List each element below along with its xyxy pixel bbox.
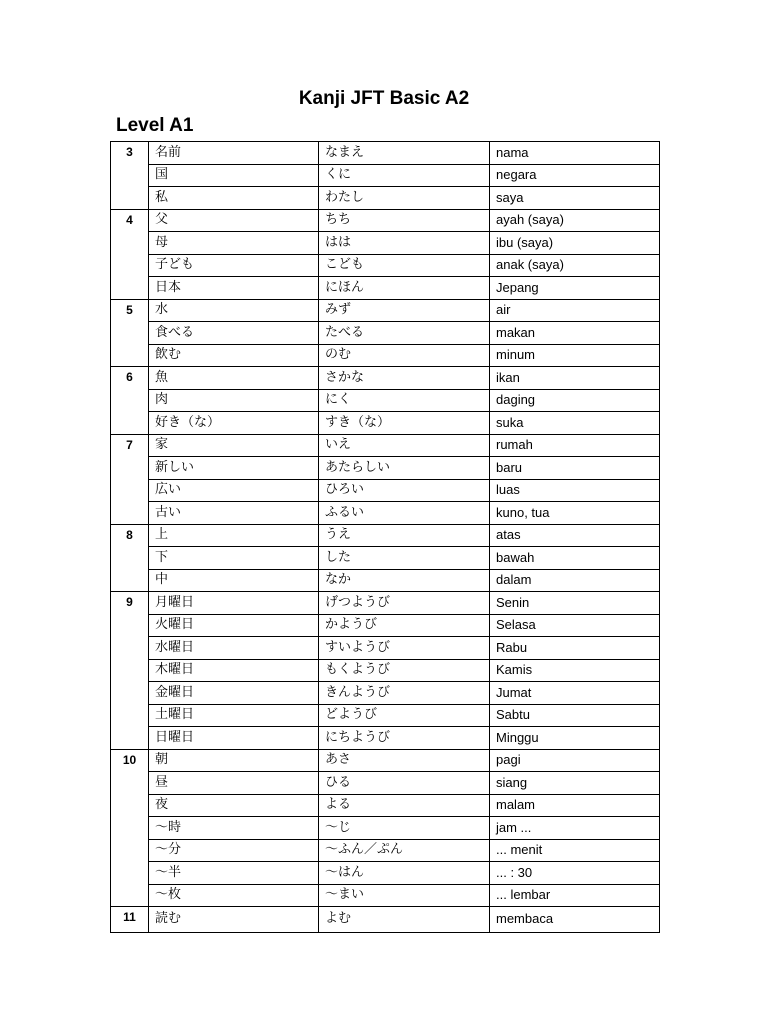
kana-cell: にく <box>319 389 490 412</box>
kana-cell: くに <box>319 164 490 187</box>
lesson-number: 8 <box>111 524 149 592</box>
meaning-cell: air <box>490 299 660 322</box>
table-row <box>111 862 660 885</box>
table-row <box>111 322 660 345</box>
vocabulary-table <box>110 141 660 933</box>
lesson-number: 11 <box>111 907 149 933</box>
table-row <box>111 479 660 502</box>
kana-cell: ～まい <box>319 884 490 907</box>
meaning-cell: Selasa <box>490 614 660 637</box>
lesson-number: 10 <box>111 749 149 907</box>
kana-cell: ちち <box>319 209 490 232</box>
meaning-cell: kuno, tua <box>490 502 660 525</box>
meaning-cell: anak (saya) <box>490 254 660 277</box>
table-row <box>111 907 660 933</box>
kanji-cell: 下 <box>149 547 319 570</box>
table-row <box>111 277 660 300</box>
kana-cell: げつようび <box>319 592 490 615</box>
kanji-cell: 私 <box>149 187 319 210</box>
meaning-cell: ... menit <box>490 839 660 862</box>
kana-cell: すいようび <box>319 637 490 660</box>
table-row <box>111 524 660 547</box>
lesson-number: 3 <box>111 142 149 210</box>
table-row <box>111 884 660 907</box>
kana-cell: ふるい <box>319 502 490 525</box>
meaning-cell: Kamis <box>490 659 660 682</box>
kana-cell: はは <box>319 232 490 255</box>
meaning-cell: Jepang <box>490 277 660 300</box>
kanji-cell: 家 <box>149 434 319 457</box>
kana-cell: ひろい <box>319 479 490 502</box>
kanji-cell: 読む <box>149 907 319 933</box>
kana-cell: どようび <box>319 704 490 727</box>
table-row <box>111 592 660 615</box>
kana-cell: にちようび <box>319 727 490 750</box>
table-row <box>111 817 660 840</box>
kana-cell: なか <box>319 569 490 592</box>
meaning-cell: ayah (saya) <box>490 209 660 232</box>
kana-cell: した <box>319 547 490 570</box>
kana-cell: よむ <box>319 907 490 933</box>
level-heading: Level A1 <box>116 115 194 136</box>
meaning-cell: suka <box>490 412 660 435</box>
meaning-cell: daging <box>490 389 660 412</box>
table-row <box>111 547 660 570</box>
meaning-cell: Senin <box>490 592 660 615</box>
kanji-cell: 水 <box>149 299 319 322</box>
kanji-cell: 火曜日 <box>149 614 319 637</box>
meaning-cell: atas <box>490 524 660 547</box>
kanji-cell: 新しい <box>149 457 319 480</box>
meaning-cell: ... lembar <box>490 884 660 907</box>
kana-cell: のむ <box>319 344 490 367</box>
kana-cell: なまえ <box>319 142 490 165</box>
table-row <box>111 232 660 255</box>
table-row <box>111 614 660 637</box>
meaning-cell: makan <box>490 322 660 345</box>
meaning-cell: negara <box>490 164 660 187</box>
kanji-cell: 古い <box>149 502 319 525</box>
kanji-cell: 月曜日 <box>149 592 319 615</box>
kana-cell: あたらしい <box>319 457 490 480</box>
vocabulary-table-body <box>111 142 660 933</box>
table-row <box>111 794 660 817</box>
kanji-cell: 中 <box>149 569 319 592</box>
lesson-number: 6 <box>111 367 149 435</box>
meaning-cell: Sabtu <box>490 704 660 727</box>
document-title: Kanji JFT Basic A2 <box>298 88 470 109</box>
meaning-cell: pagi <box>490 749 660 772</box>
lesson-number: 4 <box>111 209 149 299</box>
kana-cell: もくようび <box>319 659 490 682</box>
kana-cell: わたし <box>319 187 490 210</box>
table-row <box>111 502 660 525</box>
table-row <box>111 389 660 412</box>
table-row <box>111 637 660 660</box>
table-row <box>111 682 660 705</box>
kana-cell: いえ <box>319 434 490 457</box>
table-row <box>111 344 660 367</box>
kanji-cell: 名前 <box>149 142 319 165</box>
table-row <box>111 299 660 322</box>
kanji-cell: ～半 <box>149 862 319 885</box>
kanji-cell: 金曜日 <box>149 682 319 705</box>
meaning-cell: ibu (saya) <box>490 232 660 255</box>
kanji-cell: 木曜日 <box>149 659 319 682</box>
kana-cell: みず <box>319 299 490 322</box>
table-row <box>111 209 660 232</box>
kanji-cell: 水曜日 <box>149 637 319 660</box>
kana-cell: かようび <box>319 614 490 637</box>
kanji-cell: 食べる <box>149 322 319 345</box>
meaning-cell: Rabu <box>490 637 660 660</box>
kanji-cell: ～枚 <box>149 884 319 907</box>
table-row <box>111 704 660 727</box>
kana-cell: にほん <box>319 277 490 300</box>
kanji-cell: 日曜日 <box>149 727 319 750</box>
kana-cell: ひる <box>319 772 490 795</box>
meaning-cell: ikan <box>490 367 660 390</box>
kanji-cell: 子ども <box>149 254 319 277</box>
kanji-cell: 魚 <box>149 367 319 390</box>
kanji-cell: 昼 <box>149 772 319 795</box>
kanji-cell: 土曜日 <box>149 704 319 727</box>
kana-cell: よる <box>319 794 490 817</box>
meaning-cell: dalam <box>490 569 660 592</box>
kanji-cell: 肉 <box>149 389 319 412</box>
table-row <box>111 164 660 187</box>
kana-cell: たべる <box>319 322 490 345</box>
lesson-number: 7 <box>111 434 149 524</box>
kana-cell: ～はん <box>319 862 490 885</box>
meaning-cell: baru <box>490 457 660 480</box>
table-row <box>111 569 660 592</box>
kanji-cell: 日本 <box>149 277 319 300</box>
table-row <box>111 142 660 165</box>
table-row <box>111 772 660 795</box>
kanji-cell: 国 <box>149 164 319 187</box>
meaning-cell: luas <box>490 479 660 502</box>
kana-cell: あさ <box>319 749 490 772</box>
kanji-cell: 夜 <box>149 794 319 817</box>
table-row <box>111 434 660 457</box>
meaning-cell: jam ... <box>490 817 660 840</box>
table-row <box>111 187 660 210</box>
kana-cell: こども <box>319 254 490 277</box>
kanji-cell: 母 <box>149 232 319 255</box>
table-row <box>111 412 660 435</box>
kana-cell: うえ <box>319 524 490 547</box>
kana-cell: ～ふん／ぷん <box>319 839 490 862</box>
meaning-cell: saya <box>490 187 660 210</box>
lesson-number: 9 <box>111 592 149 750</box>
meaning-cell: minum <box>490 344 660 367</box>
meaning-cell: Minggu <box>490 727 660 750</box>
table-row <box>111 749 660 772</box>
kanji-cell: 朝 <box>149 749 319 772</box>
meaning-cell: Jumat <box>490 682 660 705</box>
meaning-cell: membaca <box>490 907 660 933</box>
meaning-cell: malam <box>490 794 660 817</box>
table-row <box>111 457 660 480</box>
kana-cell: きんようび <box>319 682 490 705</box>
kanji-cell: 飲む <box>149 344 319 367</box>
kanji-cell: 父 <box>149 209 319 232</box>
meaning-cell: rumah <box>490 434 660 457</box>
table-row <box>111 727 660 750</box>
table-row <box>111 254 660 277</box>
table-row <box>111 367 660 390</box>
kana-cell: さかな <box>319 367 490 390</box>
table-row <box>111 839 660 862</box>
meaning-cell: siang <box>490 772 660 795</box>
meaning-cell: ... : 30 <box>490 862 660 885</box>
meaning-cell: nama <box>490 142 660 165</box>
meaning-cell: bawah <box>490 547 660 570</box>
kana-cell: すき（な） <box>319 412 490 435</box>
kanji-cell: ～時 <box>149 817 319 840</box>
kanji-cell: 好き（な） <box>149 412 319 435</box>
lesson-number: 5 <box>111 299 149 367</box>
kanji-cell: 上 <box>149 524 319 547</box>
kanji-cell: ～分 <box>149 839 319 862</box>
kanji-cell: 広い <box>149 479 319 502</box>
table-row <box>111 659 660 682</box>
kana-cell: ～じ <box>319 817 490 840</box>
